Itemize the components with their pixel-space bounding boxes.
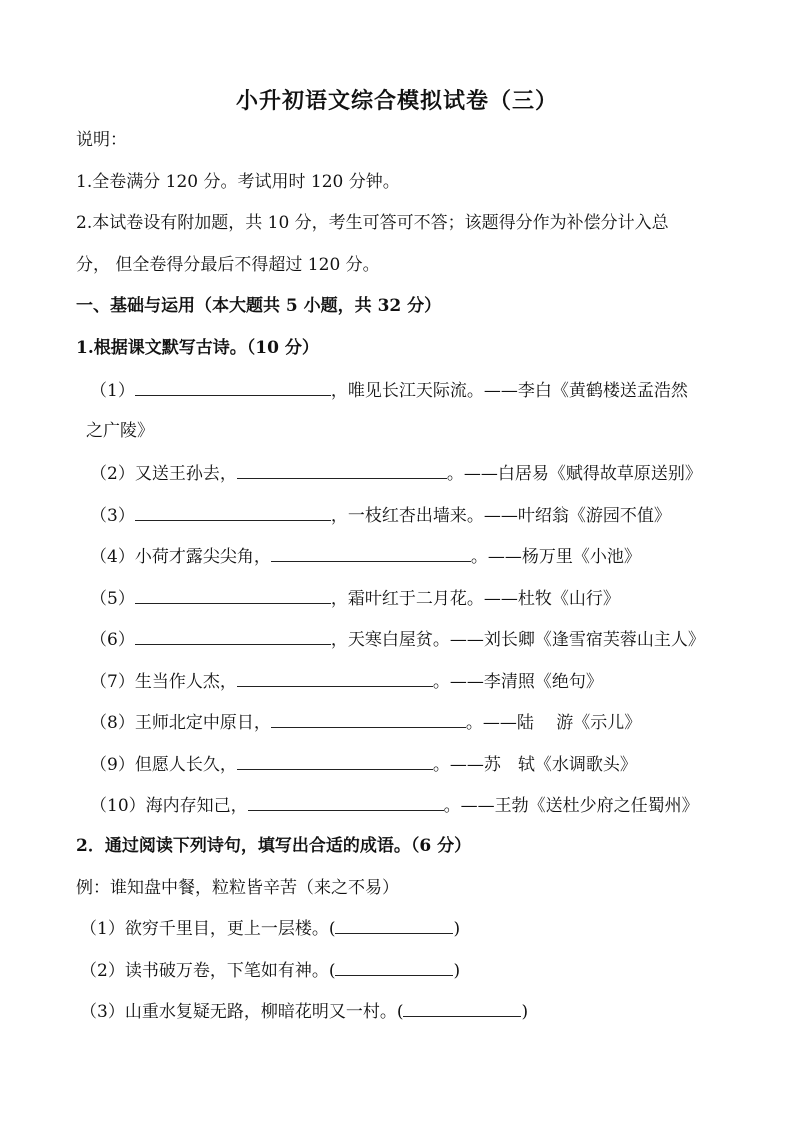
poem-item-continuation: 之广陵》 (86, 421, 154, 441)
poem-item (90, 668, 603, 694)
poem-item (90, 585, 620, 611)
item-text-after: ，天寒白屋贫。——刘长卿《逢雪宿芙蓉山主人》 (330, 630, 705, 650)
item-number: （6） (90, 630, 135, 650)
item-number: （5） (90, 589, 135, 609)
poem-item (90, 502, 671, 528)
answer-blank[interactable] (135, 377, 331, 396)
item-number: （10） (90, 796, 146, 816)
idiom-answer-blank[interactable]: ( ) (328, 919, 461, 939)
idiom-item (80, 917, 460, 941)
item-text-before: 又送王孙去， (134, 464, 237, 484)
item-text-before: 王师北定中原日， (134, 713, 271, 733)
answer-blank[interactable] (135, 585, 331, 604)
item-text-after: ，霜叶红于二月花。——杜牧《山行》 (330, 589, 620, 609)
poem-item (90, 377, 688, 403)
item-text-after: 。——李清照《绝句》 (432, 672, 603, 692)
idiom-item-text: （3）山重水复疑无路，柳暗花明又一村。 (80, 1002, 397, 1022)
instructions-label: 说明： (76, 130, 127, 150)
answer-blank[interactable] (248, 792, 444, 811)
idiom-item (80, 1000, 528, 1024)
instruction-item-3: 分， 但全卷得分最后不得超过 120 分。 (76, 255, 380, 275)
idiom-answer-blank[interactable]: ( ) (396, 1002, 529, 1022)
exam-title: 小升初语文综合模拟试卷（三） (235, 88, 558, 114)
question-2-heading: 2．通过阅读下列诗句，填写出合适的成语。（6 分） (76, 836, 472, 856)
item-text-before: 生当作人杰， (134, 672, 237, 692)
idiom-item-text: （1）欲穷千里目，更上一层楼。 (80, 919, 329, 939)
item-number: （9） (90, 755, 135, 775)
item-text-after: 。——陆 游《示儿》 (465, 713, 642, 733)
item-text-after: 。——杨万里《小池》 (470, 547, 641, 567)
item-text-after: 。——苏 轼《水调歌头》 (432, 755, 637, 775)
item-number: （1） (90, 381, 135, 401)
item-text-after: ，一枝红杏出墙来。——叶绍翁《游园不值》 (330, 506, 671, 526)
item-number: （4） (90, 547, 135, 567)
instruction-item-2: 2.本试卷设有附加题，共 10 分，考生可答可不答；该题得分作为补偿分计入总 (76, 213, 669, 233)
item-text-before: 但愿人长久， (134, 755, 237, 775)
idiom-example: 例：谁知盘中餐，粒粒皆辛苦（来之不易） (76, 878, 399, 898)
answer-blank[interactable] (237, 751, 433, 770)
idiom-item-text: （2）读书破万卷，下笔如有神。 (80, 961, 329, 981)
item-text-after: 。——王勃《送杜少府之任蜀州》 (443, 796, 699, 816)
question-1-heading: 1.根据课文默写古诗。（10 分） (76, 338, 319, 358)
answer-blank[interactable] (135, 626, 331, 645)
idiom-answer-blank[interactable]: ( ) (328, 961, 461, 981)
answer-blank[interactable] (271, 709, 466, 728)
answer-blank[interactable] (237, 668, 433, 687)
answer-blank[interactable] (271, 543, 471, 562)
answer-blank[interactable] (237, 460, 447, 479)
poem-item (90, 792, 699, 818)
poem-item (90, 543, 641, 569)
poem-item (90, 709, 641, 735)
item-text-after: ，唯见长江天际流。——李白《黄鹤楼送孟浩然 (330, 381, 688, 401)
item-number: （7） (90, 672, 135, 692)
answer-blank[interactable] (135, 502, 331, 521)
item-number: （2） (90, 464, 135, 484)
poem-item (90, 751, 637, 777)
idiom-item (80, 959, 460, 983)
poem-item (90, 460, 702, 486)
instruction-item-1: 1.全卷满分 120 分。考试用时 120 分钟。 (76, 172, 400, 192)
item-text-before: 小荷才露尖尖角， (134, 547, 271, 567)
item-text-before: 海内存知己， (145, 796, 248, 816)
item-number: （3） (90, 506, 135, 526)
item-number: （8） (90, 713, 135, 733)
section-heading: 一、基础与运用（本大题共 5 小题，共 32 分） (76, 296, 442, 316)
item-text-after: 。——白居易《赋得故草原送别》 (446, 464, 702, 484)
poem-item (90, 626, 705, 652)
